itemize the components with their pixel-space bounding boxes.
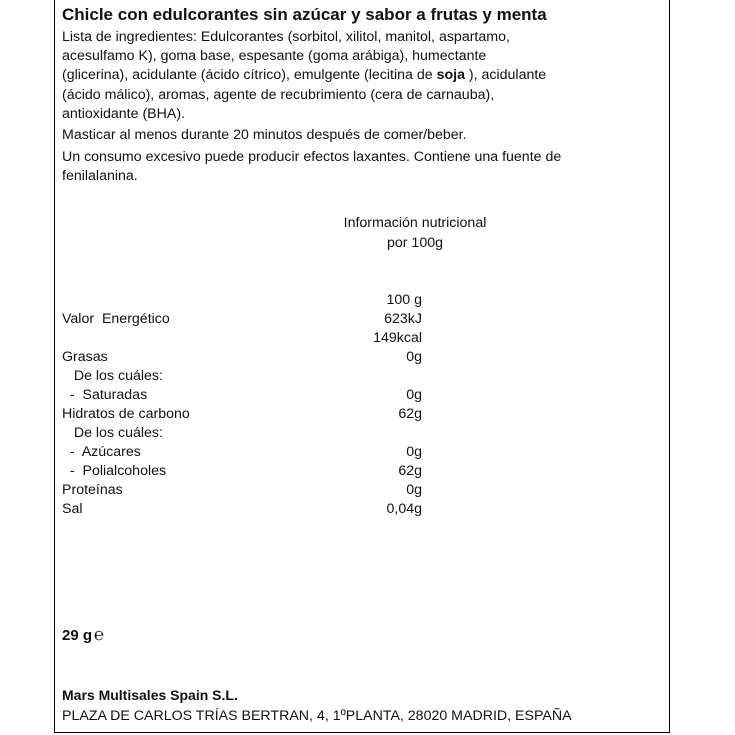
estimate-mark-icon: ℮ (94, 625, 105, 644)
ingredients-list (62, 28, 546, 124)
warning-line: Un consumo excesivo puede producir efectos laxantes. Contiene una fuente de (62, 149, 562, 165)
nutrition-value: 62g (398, 406, 422, 422)
ingredients-line: Lista de ingredientes: Edulcorantes (sorbitol, xilitol, manitol, aspartamo, (62, 29, 510, 45)
nutrition-value: 0g (406, 482, 422, 498)
net-weight-value: 29 g (62, 627, 93, 644)
nutrition-label: De los cuáles: (62, 425, 163, 441)
ingredients-line: antioxidante (BHA). (62, 105, 186, 122)
nutrition-label: Sal (62, 501, 83, 517)
warning-line: fenilalanina. (62, 168, 138, 185)
nutrition-heading: Información nutricional (343, 215, 487, 231)
ingredients-line: (glicerina), acidulante (ácido cítrico), emulgente (lecitina de soja ), acidulante (62, 67, 547, 84)
nutrition-value: 149kcal (373, 330, 422, 346)
nutrition-value: 0g (406, 349, 422, 365)
instructions-text: Masticar al menos durante 20 minutos después de comer/beber. (62, 127, 467, 143)
allergen-soja: soja (436, 67, 465, 84)
nutrition-label: Valor Energético (62, 311, 170, 327)
nutrition-value: 0g (406, 444, 422, 460)
company-name: Mars Multisales Spain S.L. (62, 687, 238, 703)
nutrition-label: - Azúcares (62, 444, 141, 460)
nutrition-subheading: por 100g (386, 235, 443, 251)
nutrition-label: - Polialcoholes (62, 463, 167, 479)
nutrition-value: 0,04g (386, 501, 422, 517)
nutrition-label: Hidratos de carbono (62, 406, 190, 422)
nutrition-label: Grasas (62, 349, 108, 365)
nutrition-value: 0g (406, 387, 422, 403)
nutrition-value: 623kJ (384, 311, 422, 327)
nutrition-label: Proteínas (62, 482, 123, 498)
ingredients-line: (ácido málico), aromas, agente de recubrimiento (cera de carnauba), (62, 86, 495, 103)
nutrition-value: 62g (398, 463, 422, 479)
warning-text (62, 148, 561, 186)
column-header-100g: 100 g (386, 292, 422, 308)
company-address: PLAZA DE CARLOS TRÍAS BERTRAN, 4, 1ºPLANTA, 28020 MADRID, ESPAÑA (62, 708, 572, 724)
product-title: Chicle con edulcorantes sin azúcar y sabor a frutas y menta (62, 5, 547, 24)
ingredients-line: acesulfamo K), goma base, espesante (goma arábiga), humectante (62, 48, 487, 65)
nutrition-label: - Saturadas (62, 387, 148, 403)
net-weight (62, 625, 104, 645)
nutrition-label: De los cuáles: (62, 368, 163, 384)
